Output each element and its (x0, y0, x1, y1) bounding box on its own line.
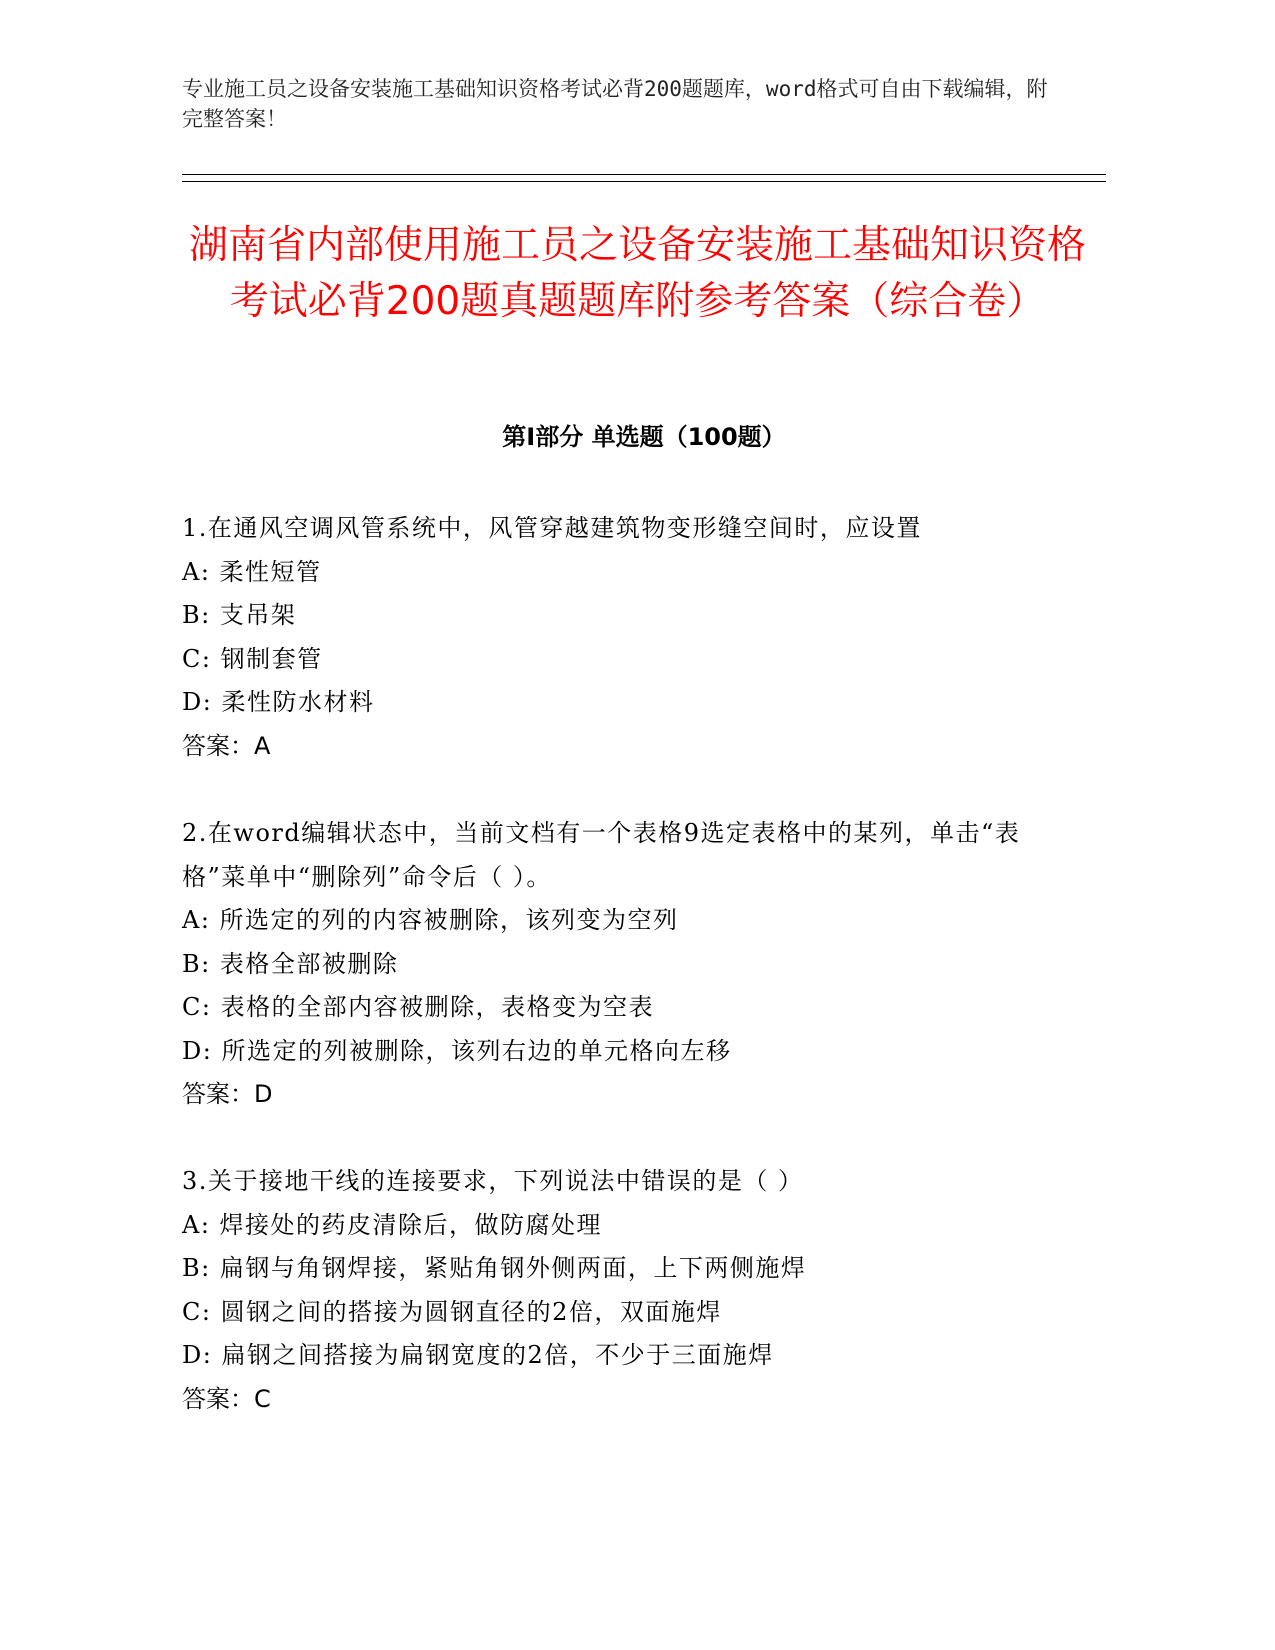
option-c: C: 钢制套管 (182, 644, 323, 673)
question-1 (182, 507, 1052, 768)
option-a: A: 柔性短管 (182, 557, 322, 586)
header-note: 专业施工员之设备安装施工基础知识资格考试必背200题题库，word格式可自由下载编辑，附完整答案！ (182, 77, 1048, 131)
question-answer: 答案：C (182, 1384, 271, 1413)
question-stem: 3.关于接地干线的连接要求，下列说法中错误的是（ ） (182, 1167, 804, 1195)
option-d: D: 柔性防水材料 (182, 688, 375, 716)
option-c: C: 圆钢之间的搭接为圆钢直径的2倍，双面施焊 (182, 1297, 722, 1326)
document-title: 湖南省内部使用施工员之设备安装施工基础知识资格考试必背200题真题题库附参考答案（综合卷） (188, 223, 1086, 324)
question-3 (182, 1160, 1052, 1421)
option-a: A: 焊接处的药皮清除后，做防腐处理 (182, 1210, 603, 1239)
option-d: D: 扁钢之间搭接为扁钢宽度的2倍，不少于三面施焊 (182, 1341, 774, 1369)
question-stem: 2.在word编辑状态中，当前文档有一个表格9选定表格中的某列，单击“表格”菜单中“删除列”命令后（ ）。 (182, 819, 1021, 891)
question-answer: 答案：A (182, 731, 271, 760)
question-answer: 答案：D (182, 1080, 273, 1108)
question-stem: 1.在通风空调风管系统中，风管穿越建筑物变形缝空间时，应设置 (182, 514, 922, 542)
option-c: C: 表格的全部内容被删除，表格变为空表 (182, 993, 655, 1021)
option-a: A: 所选定的列的内容被删除，该列变为空列 (182, 906, 679, 934)
option-b: B: 支吊架 (182, 601, 297, 629)
option-b: B: 扁钢与角钢焊接，紧贴角钢外侧两面，上下两侧施焊 (182, 1254, 807, 1282)
option-b: B: 表格全部被删除 (182, 949, 399, 978)
section-title: 第I部分 单选题（100题） (502, 423, 786, 451)
header-divider-top (182, 174, 1106, 175)
header-divider-bottom (182, 181, 1106, 182)
option-d: D: 所选定的列被删除，该列右边的单元格向左移 (182, 1036, 732, 1065)
question-2 (182, 812, 1052, 1117)
